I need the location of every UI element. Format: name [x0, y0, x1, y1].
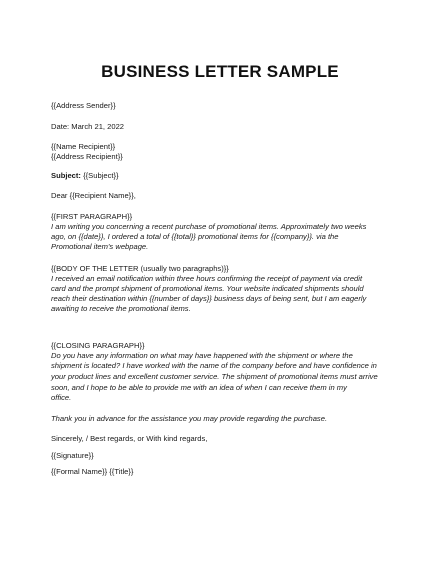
body-paragraph-line: card and the prompt shipment of promotional items. Your website indicated shipments should: [51, 284, 364, 293]
signature: {{Signature}}: [51, 451, 94, 460]
body-paragraph-line: awaiting to receive the promotional items.: [51, 304, 191, 313]
subject-line: [51, 171, 119, 182]
address-recipient: {{Address Recipient}}: [51, 152, 123, 161]
first-paragraph-line: Promotional item's webpage.: [51, 242, 149, 251]
body-paragraph-line: I received an email notification within three hours confirming the receipt of payment via credit: [51, 274, 363, 283]
sign-off: Sincerely, / Best regards, or With kind regards,: [51, 434, 208, 443]
closing-paragraph-line: office.: [51, 393, 72, 402]
name-recipient: {{Name Recipient}}: [51, 142, 116, 151]
closing-paragraph-line: shipment is located? I have worked with the name of the company before and have confidence in: [51, 361, 377, 370]
closing-paragraph-line: your product lines and excellent customer service. The shipment of promotional items must arrive: [51, 372, 378, 381]
first-paragraph-line: ago, on {{date}}, I ordered a total of {{total}} promotional items for {{company}}. via the: [51, 232, 339, 241]
first-paragraph-line: I am writing you concerning a recent purchase of promotional items. Approximately two weeks: [51, 222, 367, 231]
address-sender: {{Address Sender}}: [51, 101, 116, 110]
formal-name-title: {{Formal Name}} {{Title}}: [51, 467, 134, 476]
page-title: BUSINESS LETTER SAMPLE: [101, 62, 339, 81]
letter-date: Date: March 21, 2022: [51, 122, 125, 131]
thanks-line: Thank you in advance for the assistance you may provide regarding the purchase.: [51, 414, 328, 423]
greeting: Dear {{Recipient Name}},: [51, 191, 136, 200]
closing-paragraph-line: soon, and I hope to be able to provide me with an idea of when I can receive them in my: [51, 383, 347, 392]
first-paragraph-heading: {{FIRST PARAGRAPH}}: [51, 212, 133, 221]
closing-paragraph-line: Do you have any information on what may have happened with the shipment or where the: [51, 351, 353, 360]
subject-label: Subject:: [51, 171, 81, 180]
subject-value: {{Subject}}: [80, 171, 119, 180]
body-paragraph-heading: {{BODY OF THE LETTER (usually two paragraphs)}}: [51, 264, 229, 273]
closing-paragraph-heading: {{CLOSING PARAGRAPH}}: [51, 341, 145, 350]
body-paragraph-line: reach their destination within {{number of days}} business days of being sent, but I am eagerly: [51, 294, 367, 303]
